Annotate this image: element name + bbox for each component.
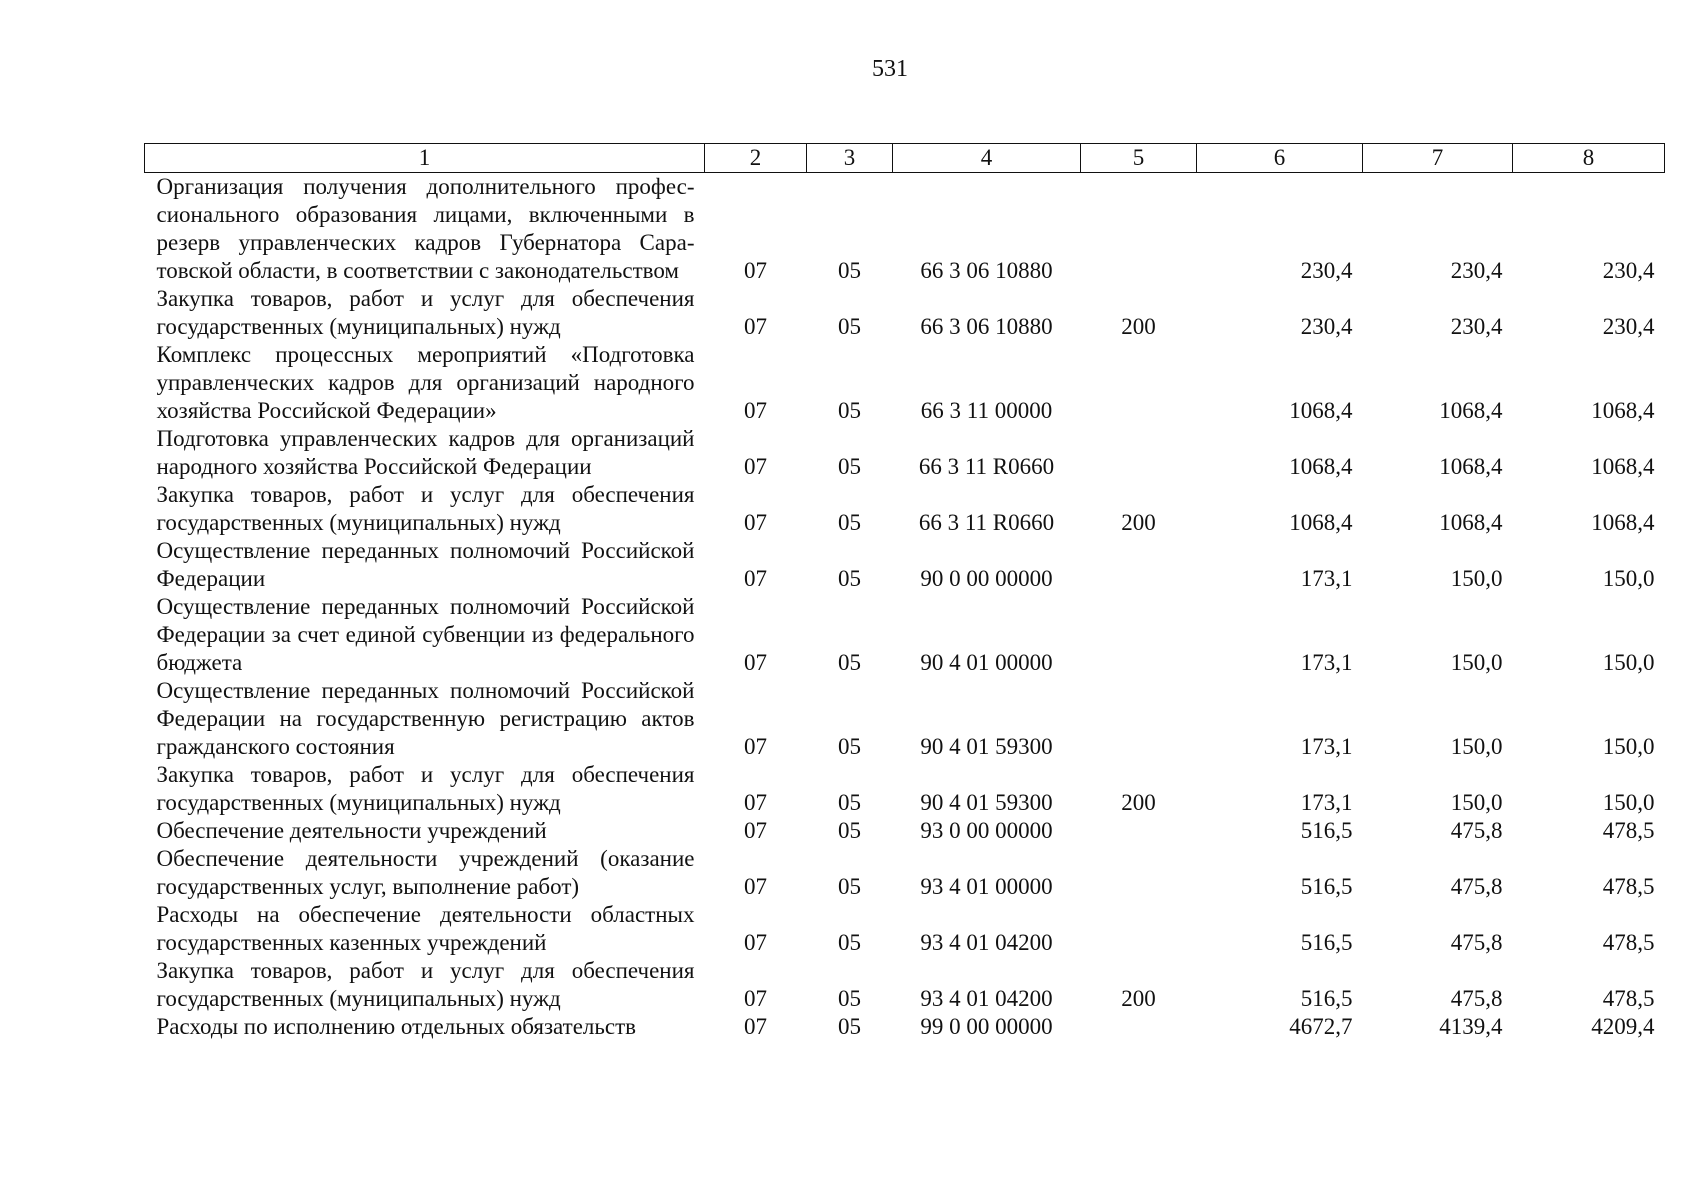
row-amount-col7-cell: 230,4 [1450, 314, 1503, 339]
table-row [145, 677, 1665, 761]
row-name-cell: Организация получения дополнительного профессионального образования лицами, включенными в резерв управленческих кадров Губернатора Саратовской области, в соответствии с законодательством [156, 174, 695, 283]
row-name-cell: Подготовка управленческих кадров для организаций народного хозяйства Российской Федерации [156, 426, 695, 479]
header-cell-4: 4 [893, 144, 1081, 173]
row-section-cell: 07 [744, 398, 767, 423]
row-amount-col8-cell: 1068,4 [1591, 454, 1655, 479]
row-section-cell: 07 [744, 510, 767, 535]
row-section-cell: 07 [744, 930, 767, 955]
row-target-article-cell: 90 4 01 00000 [920, 650, 1053, 675]
row-target-article-cell: 93 4 01 00000 [920, 874, 1053, 899]
row-amount-col8-cell: 478,5 [1602, 930, 1655, 955]
table-row [145, 761, 1665, 817]
row-section-cell: 07 [744, 874, 767, 899]
row-name-cell: Комплекс процессных мероприятий «Подготовка управленческих кадров для организаций народного хозяйства Российской Федерации» [156, 342, 695, 423]
table-row [145, 845, 1665, 901]
row-section-cell: 07 [744, 650, 767, 675]
row-target-article-cell: 66 3 11 R0660 [918, 510, 1055, 535]
row-amount-col7-cell: 1068,4 [1439, 510, 1503, 535]
table-row [145, 173, 1665, 286]
row-name-cell: Осуществление переданных полномочий Российской Федерации на государственную регистрацию актов гражданского состояния [156, 678, 695, 759]
row-subsection-cell: 05 [838, 874, 861, 899]
table-row [145, 817, 1665, 845]
row-expense-type-cell: 200 [1121, 510, 1156, 535]
table-row [145, 425, 1665, 481]
row-amount-col7-cell: 150,0 [1450, 790, 1503, 815]
table-row [145, 593, 1665, 677]
table-row [145, 481, 1665, 537]
header-cell-6: 6 [1197, 144, 1363, 173]
row-amount-col7-cell: 1068,4 [1439, 454, 1503, 479]
row-subsection-cell: 05 [838, 818, 861, 843]
table-row [145, 901, 1665, 957]
table-header [145, 144, 1665, 173]
row-section-cell: 07 [744, 314, 767, 339]
row-amount-col6-cell: 516,5 [1300, 874, 1353, 899]
row-section-cell: 07 [744, 986, 767, 1011]
row-name-cell: Осуществление переданных полномочий Российской Федерации [156, 538, 695, 591]
header-cell-7: 7 [1363, 144, 1513, 173]
row-subsection-cell: 05 [838, 1014, 861, 1039]
row-target-article-cell: 90 4 01 59300 [920, 790, 1053, 815]
row-expense-type-cell [1081, 817, 1197, 845]
row-amount-col7-cell: 475,8 [1450, 986, 1503, 1011]
row-amount-col6-cell: 230,4 [1300, 258, 1353, 283]
row-expense-type-cell [1081, 593, 1197, 677]
budget-table [144, 143, 1665, 1041]
row-target-article-cell: 66 3 06 10880 [920, 314, 1053, 339]
row-expense-type-cell: 200 [1121, 986, 1156, 1011]
row-amount-col7-cell: 230,4 [1450, 258, 1503, 283]
row-name-cell: Закупка товаров, работ и услуг для обеспечения государственных (муниципальных) нужд [156, 482, 695, 535]
row-expense-type-cell [1081, 173, 1197, 286]
row-amount-col8-cell: 150,0 [1602, 790, 1655, 815]
row-amount-col6-cell: 1068,4 [1289, 398, 1353, 423]
row-amount-col8-cell: 230,4 [1602, 258, 1655, 283]
page-number: 531 [872, 56, 908, 82]
row-amount-col7-cell: 4139,4 [1439, 1014, 1503, 1039]
row-section-cell: 07 [744, 258, 767, 283]
row-name-cell: Закупка товаров, работ и услуг для обеспечения государственных (муниципальных) нужд [156, 286, 695, 339]
row-section-cell: 07 [744, 818, 767, 843]
row-subsection-cell: 05 [838, 930, 861, 955]
row-subsection-cell: 05 [838, 454, 861, 479]
row-section-cell: 07 [744, 454, 767, 479]
row-section-cell: 07 [744, 790, 767, 815]
row-target-article-cell: 90 0 00 00000 [920, 566, 1053, 591]
row-amount-col7-cell: 150,0 [1450, 650, 1503, 675]
row-expense-type-cell [1081, 901, 1197, 957]
row-target-article-cell: 66 3 06 10880 [920, 258, 1053, 283]
row-name-cell: Расходы по исполнению отдельных обязательств [156, 1014, 636, 1039]
budget-table-container [144, 143, 1664, 1041]
row-amount-col6-cell: 173,1 [1300, 650, 1353, 675]
row-section-cell: 07 [744, 734, 767, 759]
row-amount-col7-cell: 150,0 [1450, 734, 1503, 759]
row-amount-col7-cell: 150,0 [1450, 566, 1503, 591]
row-target-article-cell: 99 0 00 00000 [920, 1014, 1053, 1039]
row-amount-col8-cell: 150,0 [1602, 734, 1655, 759]
row-expense-type-cell [1081, 1013, 1197, 1041]
row-amount-col8-cell: 1068,4 [1591, 398, 1655, 423]
row-target-article-cell: 90 4 01 59300 [920, 734, 1053, 759]
row-amount-col6-cell: 230,4 [1300, 314, 1353, 339]
row-subsection-cell: 05 [838, 566, 861, 591]
row-amount-col7-cell: 1068,4 [1439, 398, 1503, 423]
row-amount-col7-cell: 475,8 [1450, 930, 1503, 955]
table-row [145, 1013, 1665, 1041]
row-expense-type-cell [1081, 537, 1197, 593]
header-cell-8: 8 [1513, 144, 1665, 173]
row-subsection-cell: 05 [838, 398, 861, 423]
row-amount-col8-cell: 150,0 [1602, 650, 1655, 675]
row-subsection-cell: 05 [838, 650, 861, 675]
row-amount-col8-cell: 478,5 [1602, 818, 1655, 843]
row-amount-col6-cell: 516,5 [1300, 986, 1353, 1011]
row-amount-col8-cell: 1068,4 [1591, 510, 1655, 535]
header-row [145, 144, 1665, 173]
row-subsection-cell: 05 [838, 986, 861, 1011]
row-name-cell: Обеспечение деятельности учреждений (оказание государственных услуг, выполнение работ) [156, 846, 695, 899]
row-name-cell: Закупка товаров, работ и услуг для обеспечения государственных (муниципальных) нужд [156, 762, 695, 815]
row-expense-type-cell [1081, 341, 1197, 425]
row-expense-type-cell [1081, 425, 1197, 481]
table-row [145, 957, 1665, 1013]
row-amount-col8-cell: 150,0 [1602, 566, 1655, 591]
row-target-article-cell: 66 3 11 00000 [920, 398, 1053, 423]
row-amount-col6-cell: 4672,7 [1289, 1014, 1353, 1039]
row-section-cell: 07 [744, 1014, 767, 1039]
row-name-cell: Осуществление переданных полномочий Российской Федерации за счет единой субвенции из федерального бюджета [156, 594, 695, 675]
row-amount-col8-cell: 230,4 [1602, 314, 1655, 339]
row-expense-type-cell: 200 [1121, 314, 1156, 339]
row-expense-type-cell [1081, 845, 1197, 901]
table-row [145, 341, 1665, 425]
row-expense-type-cell [1081, 677, 1197, 761]
row-name-cell: Закупка товаров, работ и услуг для обеспечения государственных (муниципальных) нужд [156, 958, 695, 1011]
row-amount-col6-cell: 516,5 [1300, 818, 1353, 843]
row-amount-col6-cell: 173,1 [1300, 734, 1353, 759]
table-row [145, 285, 1665, 341]
row-name-cell: Расходы на обеспечение деятельности областных государственных казенных учреждений [156, 902, 695, 955]
row-subsection-cell: 05 [838, 734, 861, 759]
row-amount-col7-cell: 475,8 [1450, 818, 1503, 843]
row-expense-type-cell: 200 [1121, 790, 1156, 815]
row-amount-col6-cell: 173,1 [1300, 790, 1353, 815]
row-amount-col8-cell: 4209,4 [1591, 1014, 1655, 1039]
table-row [145, 537, 1665, 593]
row-amount-col8-cell: 478,5 [1602, 874, 1655, 899]
row-amount-col6-cell: 516,5 [1300, 930, 1353, 955]
header-cell-1: 1 [145, 144, 705, 173]
row-subsection-cell: 05 [838, 258, 861, 283]
row-amount-col6-cell: 1068,4 [1289, 510, 1353, 535]
row-section-cell: 07 [744, 566, 767, 591]
row-amount-col8-cell: 478,5 [1602, 986, 1655, 1011]
header-cell-2: 2 [705, 144, 807, 173]
header-cell-5: 5 [1081, 144, 1197, 173]
header-cell-3: 3 [807, 144, 893, 173]
row-amount-col6-cell: 173,1 [1300, 566, 1353, 591]
row-subsection-cell: 05 [838, 314, 861, 339]
row-target-article-cell: 66 3 11 R0660 [918, 454, 1055, 479]
row-amount-col7-cell: 475,8 [1450, 874, 1503, 899]
row-subsection-cell: 05 [838, 510, 861, 535]
table-body [145, 173, 1665, 1042]
row-target-article-cell: 93 4 01 04200 [920, 986, 1053, 1011]
row-name-cell: Обеспечение деятельности учреждений [156, 818, 547, 843]
row-amount-col6-cell: 1068,4 [1289, 454, 1353, 479]
row-target-article-cell: 93 0 00 00000 [920, 818, 1053, 843]
row-target-article-cell: 93 4 01 04200 [920, 930, 1053, 955]
row-subsection-cell: 05 [838, 790, 861, 815]
